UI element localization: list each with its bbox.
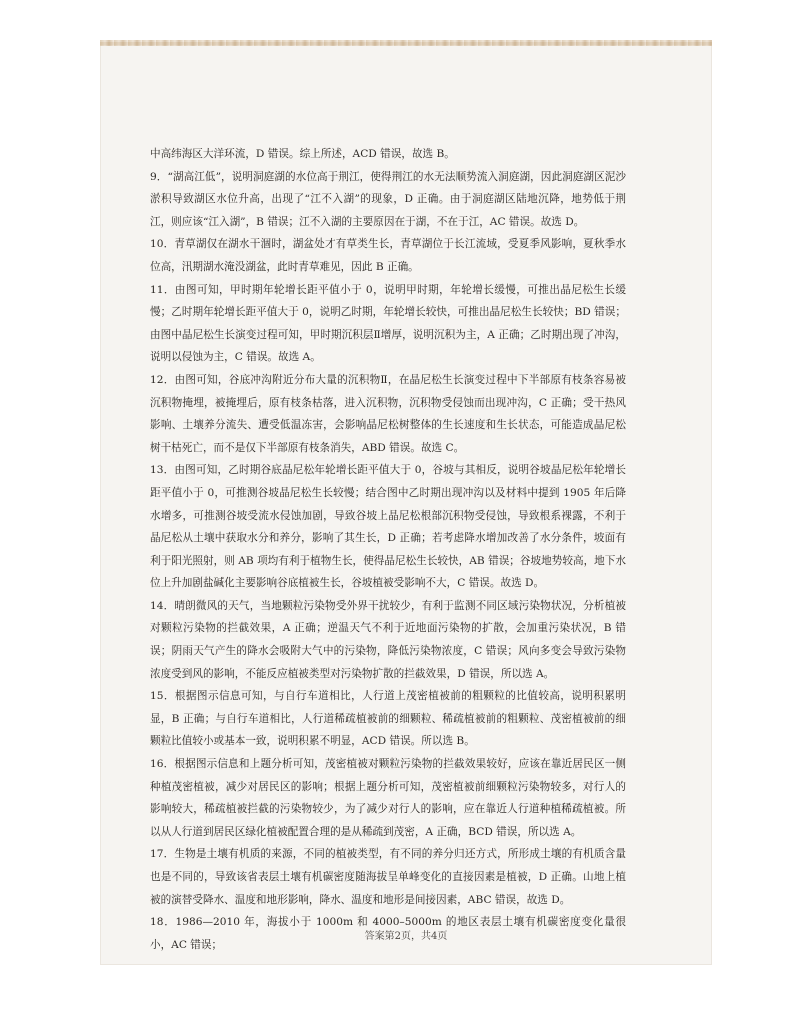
answer-paragraph: 13．由图可知，乙时期谷底晶尼松年轮增长距平值大于 0，谷坡与其相反，说明谷坡晶尼松年轮增长距平值小于 0，可推测谷坡晶尼松生长较慢；结合图中乙时期出现冲沟以及材料中提到 1905 年后降水增多，可推测谷坡受流水侵蚀加剧，导致谷坡上晶尼松根部沉积物受侵蚀，导致根系裸露，不利于晶尼松从土壤中获取水分和养分，影响了其生长，D 正确；若考虑降水增加改善了水分条件，坡面有利于阳光照射，则 AB 项均有利于植物生长，使得晶尼松生长较快，AB 错误；谷坡地势较高，地下水位上升加剧盐碱化主要影响谷底植被生长，谷坡植被受影响不大，C 错误。故选 D。 [150, 464, 626, 590]
answer-paragraph: 15．根据图示信息可知，与自行车道相比，人行道上茂密植被前的粗颗粒的比值较高，说明积累明显，B 正确；与自行车道相比，人行道稀疏植被前的细颗粒、稀疏植被前的粗颗粒、茂密植被前的细颗粒比值较小或基本一致，说明积累不明显，ACD 错误。所以选 B。 [150, 690, 626, 748]
page-footer: 答案第2页，共4页 [364, 931, 448, 942]
answer-paragraph: 16．根据图示信息和上题分析可知，茂密植被对颗粒污染物的拦截效果较好，应该在靠近居民区一侧种植茂密植被，减少对居民区的影响；根据上题分析可知，茂密植被前细颗粒污染物较多，对行人的影响较大，稀疏植被拦截的污染物较少，为了减少对行人的影响，应在靠近人行道种植稀疏植被。所以从人行道到居民区绿化植被配置合理的是从稀疏到茂密，A 正确，BCD 错误，所以选 A。 [150, 758, 626, 838]
answer-text-body [150, 143, 626, 956]
answer-paragraph: 中高纬海区大洋环流，D 错误。综上所述，ACD 错误，故选 B。 [150, 148, 455, 160]
answer-paragraph: 12．由图可知，谷底冲沟附近分布大量的沉积物Ⅱ，在晶尼松生长演变过程中下半部原有枝条容易被沉积物掩埋，被掩埋后，原有枝条枯落，进入沉积物，沉积物受侵蚀而出现冲沟，C 正确；受干热风影响、土壤养分流失、遭受低温冻害，会影响晶尼松树整体的生长速度和生长状态，可能造成晶尼松树干枯死亡，而不是仅下半部原有枝条消失，ABD 错误。故选 C。 [150, 373, 626, 454]
answer-paragraph: 14．晴朗微风的天气，当地颗粒污染物受外界干扰较少，有利于监测不同区域污染物状况，分析植被对颗粒污染物的拦截效果，A 正确；逆温天气不利于近地面污染物的扩散，会加重污染状况，B 错误；阴雨天气产生的降水会吸附大气中的污染物，降低污染物浓度，C 错误；风向多变会导致污染物浓度受到风的影响，不能反应植被类型对污染物扩散的拦截效果，D 错误，所以选 A。 [150, 599, 626, 680]
sheet-top-edge [100, 40, 712, 46]
answer-paragraph: 10．青草湖仅在湖水干涸时，湖盆处才有草类生长，青草湖位于长江流域，受夏季风影响，夏秋季水位高，汛期湖水淹没湖盆，此时青草难见，因此 B 正确。 [150, 238, 626, 273]
answer-paragraph: 17．生物是土壤有机质的来源，不同的植被类型，有不同的养分归还方式，所形成土壤的有机质含量也是不同的，导致该省表层土壤有机碳密度随海拔呈单峰变化的直接因素是植被，D 正确。山地上植被的演替受降水、温度和地形影响，降水、温度和地形是间接因素，ABC 错误，故选 D。 [150, 848, 626, 906]
answer-paragraph: 11．由图可知，甲时期年轮增长距平值小于 0，说明甲时期，年轮增长缓慢，可推出晶尼松生长缓慢；乙时期年轮增长距平值大于 0，说明乙时期，年轮增长较快，可推出晶尼松生长较快；BD 错误；由图中晶尼松生长演变过程可知，甲时期沉积层Ⅱ增厚，说明沉积为主，A 正确；乙时期出现了冲沟，说明以侵蚀为主，C 错误。故选 A。 [150, 283, 626, 364]
answer-paragraph: 18．1986—2010 年，海拔小于 1000m 和 4000–5000m 的地区表层土壤有机碳密度变化量很小，AC 错误； [150, 916, 626, 951]
answer-paragraph: 9．“湖高江低”，说明洞庭湖的水位高于荆江，使得荆江的水无法顺势流入洞庭湖，因此洞庭湖区泥沙淤积导致湖区水位升高，出现了“江不入湖”的现象，D 正确。由于洞庭湖区陆地沉降，地势低于荆江，则应该“江入湖”，B 错误；江不入湖的主要原因在于湖，不在于江，AC 错误。故选 D。 [150, 170, 626, 228]
